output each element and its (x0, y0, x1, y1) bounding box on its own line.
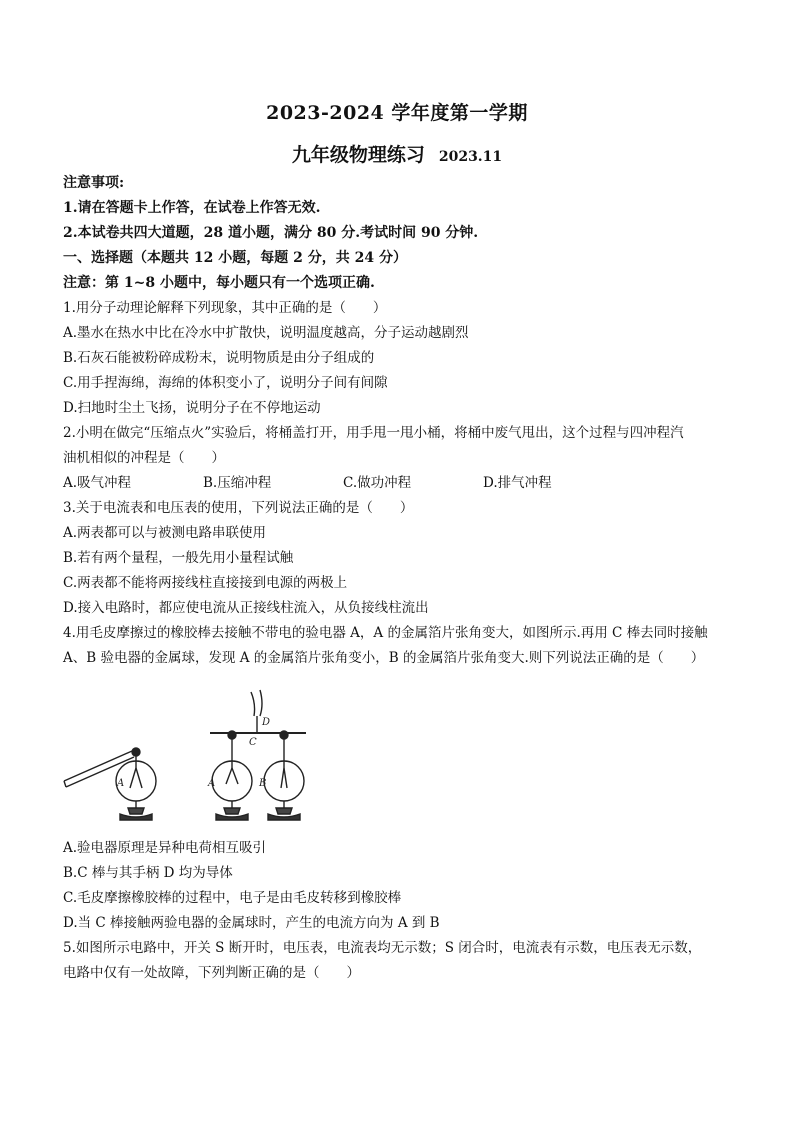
q4-option-c: C.毛皮摩擦橡胶棒的过程中，电子是由毛皮转移到橡胶棒 (63, 890, 402, 906)
q2-options (63, 473, 552, 493)
label-c: C (249, 737, 257, 748)
q4-stem-line1: 4.用毛皮摩擦过的橡胶棒去接触不带电的验电器 A，A 的金属箔片张角变大，如图所示.再用 C 棒去同时接触 (63, 625, 708, 641)
q4-option-a: A.验电器原理是异种电荷相互吸引 (63, 840, 267, 856)
label-a-left: A (117, 778, 125, 789)
section-note: 注意：第 1~8 小题中，每小题只有一个选项正确. (63, 275, 375, 291)
label-a: A (208, 778, 216, 789)
q2-option-c: C.做功冲程 (343, 475, 412, 491)
exam-title: 2023-2024 学年度第一学期 (266, 102, 528, 124)
notice-item-2: 2.本试卷共四大道题，28 道小题，满分 80 分.考试时间 90 分钟. (63, 225, 479, 241)
q3-option-c: C.两表都不能将两接线柱直接接到电源的两极上 (63, 575, 348, 591)
q3-option-d: D.接入电路时，都应使电流从正接线柱流入，从负接线柱流出 (63, 600, 429, 616)
section-heading: 一、选择题（本题共 12 小题，每题 2 分，共 24 分） (63, 250, 407, 266)
q3-stem: 3.关于电流表和电压表的使用，下列说法正确的是（ ） (63, 500, 414, 516)
q1-option-d: D.扫地时尘土飞扬，说明分子在不停地运动 (63, 400, 321, 416)
q5-stem-line2: 电路中仅有一处故障，下列判断正确的是（ ） (63, 965, 360, 981)
q2-option-a: A.吸气冲程 (63, 475, 132, 491)
q4-stem-line2: A、B 验电器的金属球，发现 A 的金属箔片张角变小，B 的金属箔片张角变大.则下列说法正确的是（ ） (63, 650, 705, 666)
q2-option-d: D.排气冲程 (483, 475, 552, 491)
notice-heading: 注意事项: (63, 175, 125, 191)
q2-stem-line2: 油机相似的冲程是（ ） (63, 450, 225, 466)
q2-option-b: B.压缩冲程 (203, 475, 272, 491)
electroscope-figure (60, 678, 310, 828)
q1-option-b: B.石灰石能被粉碎成粉末，说明物质是由分子组成的 (63, 350, 375, 366)
electroscope-a (212, 731, 252, 820)
q1-option-c: C.用手捏海绵，海绵的体积变小了，说明分子间有间隙 (63, 375, 388, 391)
q3-option-a: A.两表都可以与被测电路串联使用 (63, 525, 267, 541)
q1-stem: 1.用分子动理论解释下列现象，其中正确的是（ ） (63, 300, 387, 316)
subject-title: 九年级物理练习 (291, 144, 425, 166)
q3-option-b: B.若有两个量程，一般先用小量程试触 (63, 550, 294, 566)
label-b: B (259, 778, 267, 789)
exam-subtitle (0, 140, 794, 167)
label-d: D (262, 717, 271, 728)
q2-stem-line1: 2.小明在做完“压缩点火”实验后，将桶盖打开，用手甩一甩小桶，将桶中废气甩出，这个过程与四冲程汽 (63, 425, 684, 441)
notice-item-1: 1.请在答题卡上作答，在试卷上作答无效. (63, 200, 321, 216)
q1-option-a: A.墨水在热水中比在冷水中扩散快，说明温度越高，分子运动越剧烈 (63, 325, 469, 341)
exam-date: 2023.11 (438, 149, 503, 165)
c-rod (210, 690, 306, 733)
electroscope-b (264, 731, 304, 820)
q5-stem-line1: 5.如图所示电路中，开关 S 断开时，电压表，电流表均无示数；S 闭合时，电流表有示数，电压表无示数， (63, 940, 702, 956)
q4-option-b: B.C 棒与其手柄 D 均为导体 (63, 865, 233, 881)
q4-option-d: D.当 C 棒接触两验电器的金属球时，产生的电流方向为 A 到 B (63, 915, 440, 931)
